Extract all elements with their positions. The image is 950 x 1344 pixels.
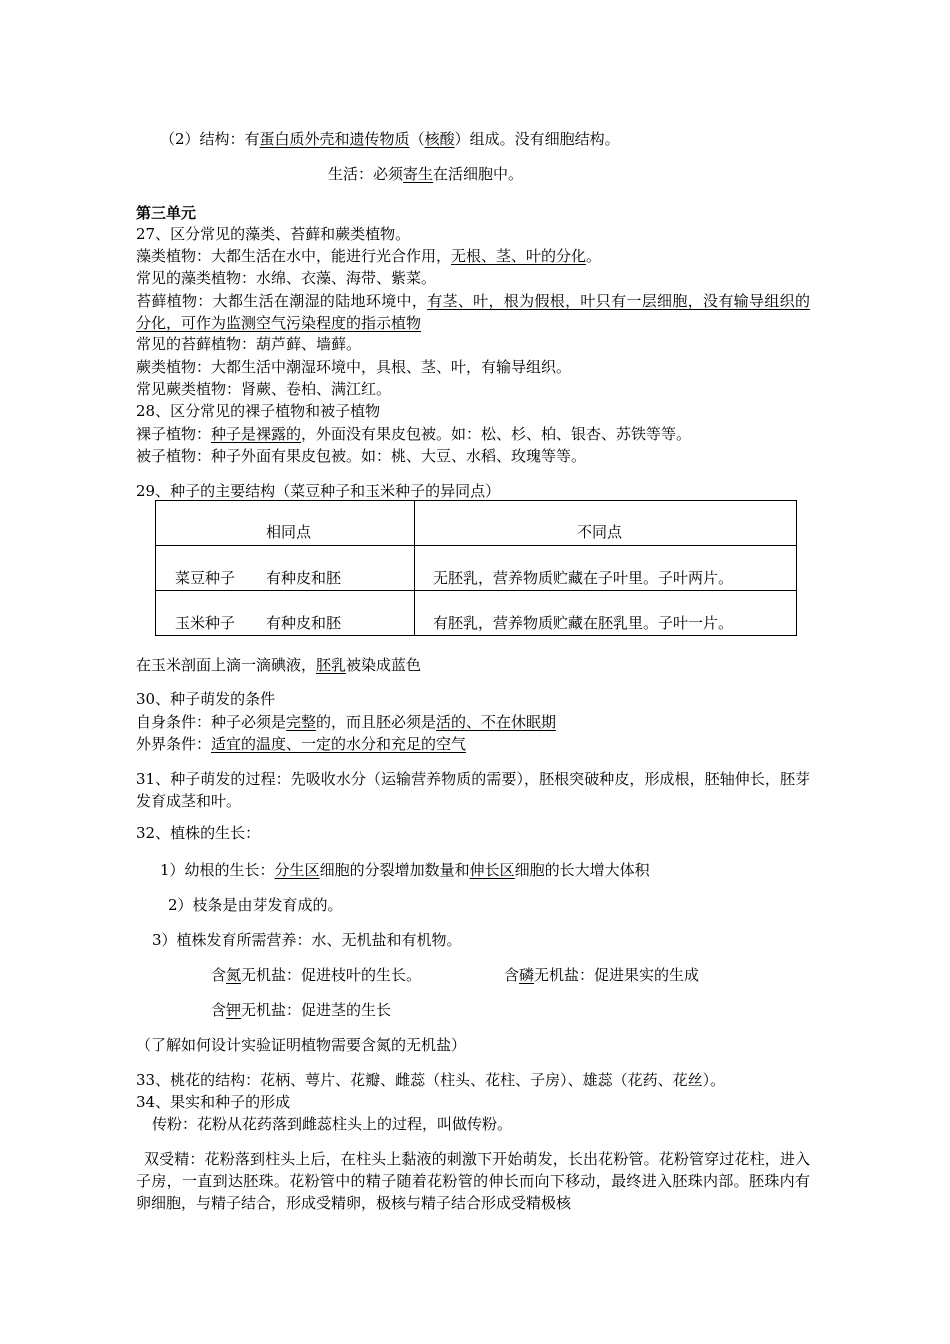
- underlined-text: 钾: [226, 1001, 242, 1019]
- algae-common-line: 常见的藻类植物：水绵、衣藻、海带、紫菜。: [136, 269, 437, 287]
- fern-line: 蕨类植物：大都生活中潮湿环境中，具根、茎、叶，有输导组织。: [136, 358, 572, 376]
- table-header-row: [156, 501, 797, 546]
- moss-paragraph: [136, 290, 810, 334]
- gymno-line: [136, 424, 691, 444]
- phosphorus-line: [504, 965, 699, 985]
- underlined-text: 胚乳: [316, 656, 347, 674]
- underlined-text: 寄生: [403, 165, 434, 183]
- nitrogen-line: [211, 965, 421, 985]
- text: 自身条件：种子必须是: [136, 713, 287, 731]
- text: 裸子植物：: [136, 425, 212, 443]
- text: 苔藓植物：大都生活在潮湿的陆地环境中，: [136, 292, 428, 310]
- s28-title: 28、区分常见的裸子植物和被子植物: [136, 402, 381, 420]
- text: 的，而且胚必须是: [316, 713, 437, 731]
- external-condition-line: [136, 734, 466, 754]
- row-name: 菜豆种子: [175, 569, 236, 587]
- virus-life-line: [328, 164, 523, 184]
- text: 在活细胞中。: [433, 165, 524, 183]
- fertilization-paragraph: 双受精：花粉落到柱头上后，在柱头上黏液的刺激下开始萌发，长出花粉管。花粉管穿过花柱，进入子房，一直到达胚珠。花粉管中的精子随着花粉管的伸长而向下移动，最终进入胚珠内部。胚珠内有卵细胞，与精子结合，形成受精卵，极核与精子结合形成受精极核: [136, 1150, 810, 1212]
- algae-line: [136, 246, 601, 266]
- experiment-note: （了解如何设计实验证明植物需要含氮的无机盐）: [136, 1036, 467, 1054]
- row-same: 有种皮和胚: [266, 569, 342, 587]
- s27-title: 27、区分常见的藻类、苔藓和蕨类植物。: [136, 225, 411, 243]
- text: 生活：必须: [328, 165, 404, 183]
- text: 细胞的分裂增加数量和: [319, 861, 470, 879]
- underlined-text: 有茎、叶，根为假根，叶只有一层细胞，没有输导组织的分化，可作为监测空气污染程度的指示植物: [136, 292, 810, 332]
- underlined-text: 分生区: [274, 861, 320, 879]
- s32-title: 32、植株的生长：: [136, 824, 261, 842]
- underlined-text: 完整: [286, 713, 317, 731]
- underlined-text: 伸长区: [469, 861, 515, 879]
- text: （: [409, 130, 425, 148]
- underlined-text: 活的、不在休眠期: [436, 713, 557, 731]
- root-growth-line: [160, 860, 650, 880]
- text: 含: [211, 966, 227, 984]
- underlined-text: 蛋白质外壳和遗传物质: [259, 130, 410, 148]
- moss-common-line: 常见的苔藓植物：葫芦藓、墙藓。: [136, 335, 362, 353]
- virus-structure-line: [160, 129, 620, 149]
- s31-paragraph: 31、种子萌发的过程：先吸收水分（运输营养物质的需要），胚根突破种皮，形成根，胚轴伸长，胚芽发育成茎和叶。: [136, 770, 810, 810]
- potassium-line: [211, 1000, 391, 1020]
- row-diff: 无胚乳，营养物质贮藏在子叶里。子叶两片。: [433, 569, 734, 587]
- text: 细胞的长大增大体积: [514, 861, 650, 879]
- underlined-text: 种子是裸露的: [211, 425, 302, 443]
- nutrient-line: 3）植株发育所需营养：水、无机盐和有机物。: [152, 931, 462, 949]
- text: ，外面没有果皮包被。如：松、杉、柏、银杏、苏铁等等。: [301, 425, 692, 443]
- self-condition-line: [136, 712, 556, 732]
- text: 无机盐：促进茎的生长: [241, 1001, 392, 1019]
- underlined-text: 核酸: [424, 130, 455, 148]
- s33-line: 33、桃花的结构：花柄、萼片、花瓣、雌蕊（柱头、花柱、子房）、雄蕊（花药、花丝）。: [136, 1071, 726, 1089]
- branch-line: 2）枝条是由芽发育成的。: [168, 896, 343, 914]
- s30-title: 30、种子萌发的条件: [136, 690, 276, 708]
- text: 。: [586, 247, 602, 265]
- text: 无机盐：促进果实的生成: [534, 966, 700, 984]
- s29-title: 29、种子的主要结构（菜豆种子和玉米种子的异同点）: [136, 482, 501, 500]
- s34-title: 34、果实和种子的形成: [136, 1093, 291, 1111]
- text: 藻类植物：大都生活在水中，能进行光合作用，: [136, 247, 452, 265]
- fern-common-line: 常见蕨类植物：肾蕨、卷柏、满江红。: [136, 380, 392, 398]
- text: 被染成蓝色: [346, 656, 422, 674]
- pollination-line: 传粉：花粉从花药落到雌蕊柱头上的过程，叫做传粉。: [152, 1115, 513, 1133]
- underlined-text: 无根、茎、叶的分化: [451, 247, 587, 265]
- table-header-same: 相同点: [266, 523, 312, 541]
- row-diff: 有胚乳，营养物质贮藏在胚乳里。子叶一片。: [433, 614, 734, 632]
- text: 1）幼根的生长：: [160, 861, 275, 879]
- angio-line: 被子植物：种子外面有果皮包被。如：桃、大豆、水稻、玫瑰等等。: [136, 447, 587, 465]
- text: 无机盐：促进枝叶的生长。: [241, 966, 422, 984]
- text: （2）结构：有: [160, 130, 260, 148]
- row-name: 玉米种子: [175, 614, 236, 632]
- underlined-text: 磷: [519, 966, 535, 984]
- text: 含: [211, 1001, 227, 1019]
- text: 含: [504, 966, 520, 984]
- text: 在玉米剖面上滴一滴碘液，: [136, 656, 317, 674]
- underlined-text: 适宜的温度、一定的水分和充足的空气: [211, 735, 467, 753]
- text: 外界条件：: [136, 735, 212, 753]
- unit-title: 第三单元: [136, 204, 197, 222]
- iodine-line: [136, 655, 421, 675]
- underlined-text: 氮: [226, 966, 242, 984]
- table-header-diff: 不同点: [577, 523, 623, 541]
- text: ）组成。没有细胞结构。: [454, 130, 620, 148]
- row-same: 有种皮和胚: [266, 614, 342, 632]
